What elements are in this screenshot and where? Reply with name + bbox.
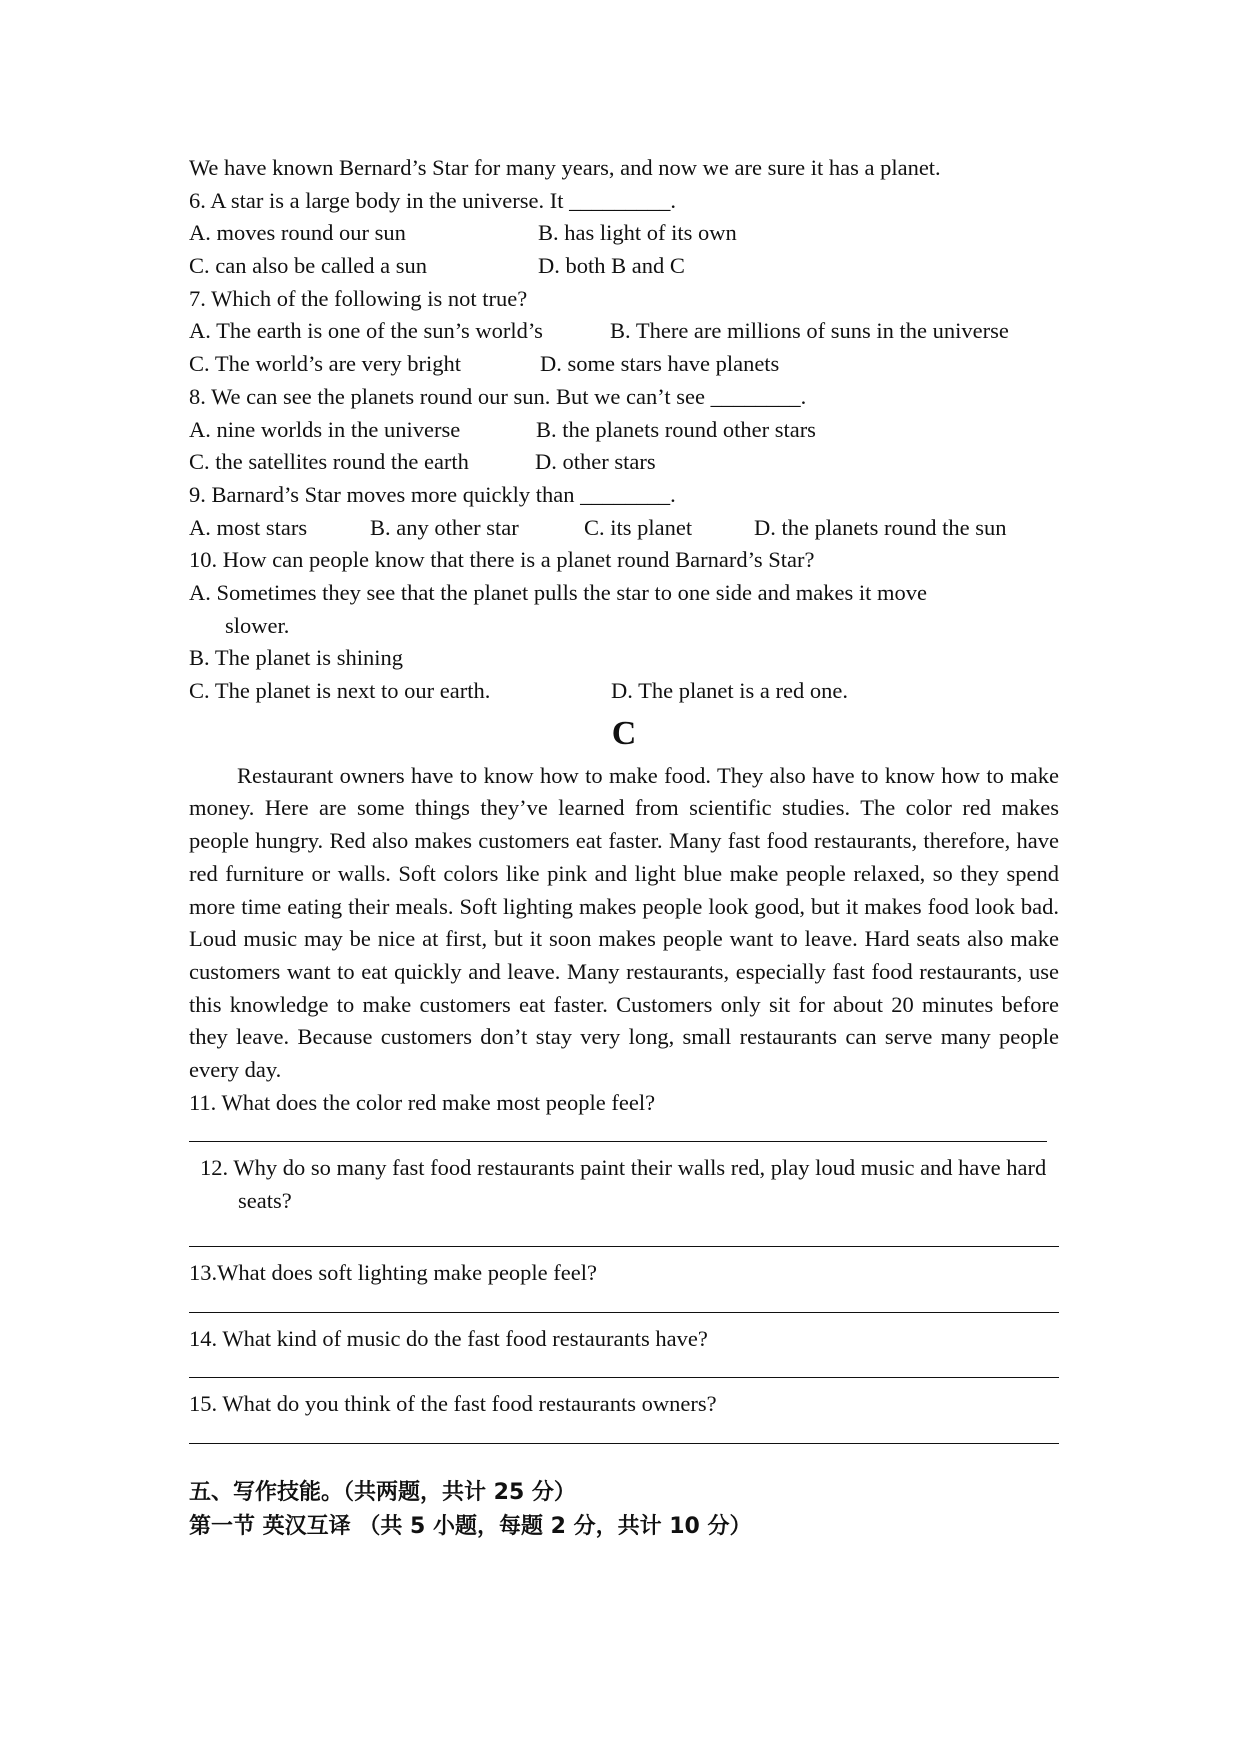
section-c-heading: C	[611, 714, 637, 752]
question-10-option-a: A. Sometimes they see that the planet pulls the star to one side and makes it move	[189, 579, 927, 605]
question-10-option-d: D. The planet is a red one.	[611, 678, 849, 703]
question-7-stem: 7. Which of the following is not true?	[189, 285, 528, 311]
page-content	[189, 152, 1059, 1544]
question-8-option-b: B. the planets round other stars	[536, 416, 816, 442]
question-6-option-d: D. both B and C	[538, 253, 685, 279]
passage-text: Restaurant owners have to know how to make food. They also have to know how to make money. Here are some things they’ve learned from scientific studies. The color red makes people hungry. Red also makes customers eat faster. Many fast food restaurants, therefore, have red furniture or walls. Soft colors like pink and light blue make people relaxed, so they spend more time eating their meals. Soft lighting makes people look good, but it makes food look bad. Loud music may be nice at first, but it soon makes people want to leave. Hard seats also make customers want to eat quickly and leave. Many restaurants, especially fast food restaurants, use this knowledge to make customers eat faster. Customers only sit for about 20 minutes before they leave. Because customers don’t stay very long, small restaurants can serve many people every day.	[189, 762, 1059, 1083]
part-5-section-1-title: 第一节 英汉互译 （共 5 小题，每题 2 分，共计 10 分）	[189, 1513, 752, 1539]
answer-line-11[interactable]	[189, 1119, 1047, 1142]
question-9-option-d: D. the planets round the sun	[754, 514, 1007, 540]
answer-line-15[interactable]	[189, 1421, 1059, 1444]
question-9-option-a: A. most stars	[189, 514, 308, 540]
spacer	[189, 1454, 1059, 1476]
question-6-options-row2	[189, 250, 1059, 283]
question-6-option-a: A. moves round our sun	[189, 220, 406, 246]
question-7-option-a: A. The earth is one of the sun’s world’s	[189, 318, 543, 344]
question-8-option-a: A. nine worlds in the universe	[189, 416, 461, 442]
question-9-stem: 9. Barnard’s Star moves more quickly than ________.	[189, 481, 676, 507]
answer-line-12[interactable]	[189, 1224, 1059, 1247]
question-8-option-c: C. the satellites round the earth	[189, 449, 469, 475]
question-9-option-c: C. its planet	[584, 514, 693, 540]
question-12: 12. Why do so many fast food restaurants paint their walls red, play loud music and have hard seats?	[200, 1155, 1047, 1214]
question-15: 15. What do you think of the fast food restaurants owners?	[189, 1391, 717, 1417]
question-8-options-row1	[189, 414, 1059, 447]
question-8-option-d: D. other stars	[535, 449, 656, 475]
answer-line-14[interactable]	[189, 1355, 1059, 1378]
question-8-stem: 8. We can see the planets round our sun. But we can’t see ________.	[189, 383, 807, 409]
question-10-option-c: C. The planet is next to our earth.	[189, 678, 491, 703]
question-6-option-b: B. has light of its own	[538, 220, 737, 246]
section-c-passage	[189, 760, 1059, 1087]
question-10-options-row2	[189, 675, 1059, 708]
question-7-options-row1	[189, 315, 1059, 348]
question-6-options-row1	[189, 217, 1059, 250]
answer-line-13[interactable]	[189, 1290, 1059, 1313]
question-6-option-c: C. can also be called a sun	[189, 253, 428, 279]
question-10-option-b: B. The planet is shining	[189, 645, 403, 671]
question-7-option-d: D. some stars have planets	[540, 351, 780, 377]
question-9-options-row	[189, 512, 1059, 545]
question-8-options-row2	[189, 446, 1059, 479]
question-7-options-row2	[189, 348, 1059, 381]
question-7-option-b: B. There are millions of suns in the universe	[610, 318, 1009, 344]
question-13: 13.What does soft lighting make people feel?	[189, 1259, 597, 1285]
question-14: 14. What kind of music do the fast food restaurants have?	[189, 1325, 708, 1351]
question-9-option-b: B. any other star	[370, 514, 519, 540]
question-11: 11. What does the color red make most people feel?	[189, 1089, 656, 1115]
question-10-stem: 10. How can people know that there is a planet round Barnard’s Star?	[189, 547, 815, 573]
intro-line: We have known Bernard’s Star for many years, and now we are sure it has a planet.	[189, 155, 941, 180]
part-5-title: 五、写作技能。（共两题，共计 25 分）	[189, 1479, 576, 1505]
question-7-option-c: C. The world’s are very bright	[189, 351, 462, 377]
question-10-option-a-continued: slower.	[225, 612, 290, 638]
question-6-stem: 6. A star is a large body in the universe. It _________.	[189, 187, 677, 213]
